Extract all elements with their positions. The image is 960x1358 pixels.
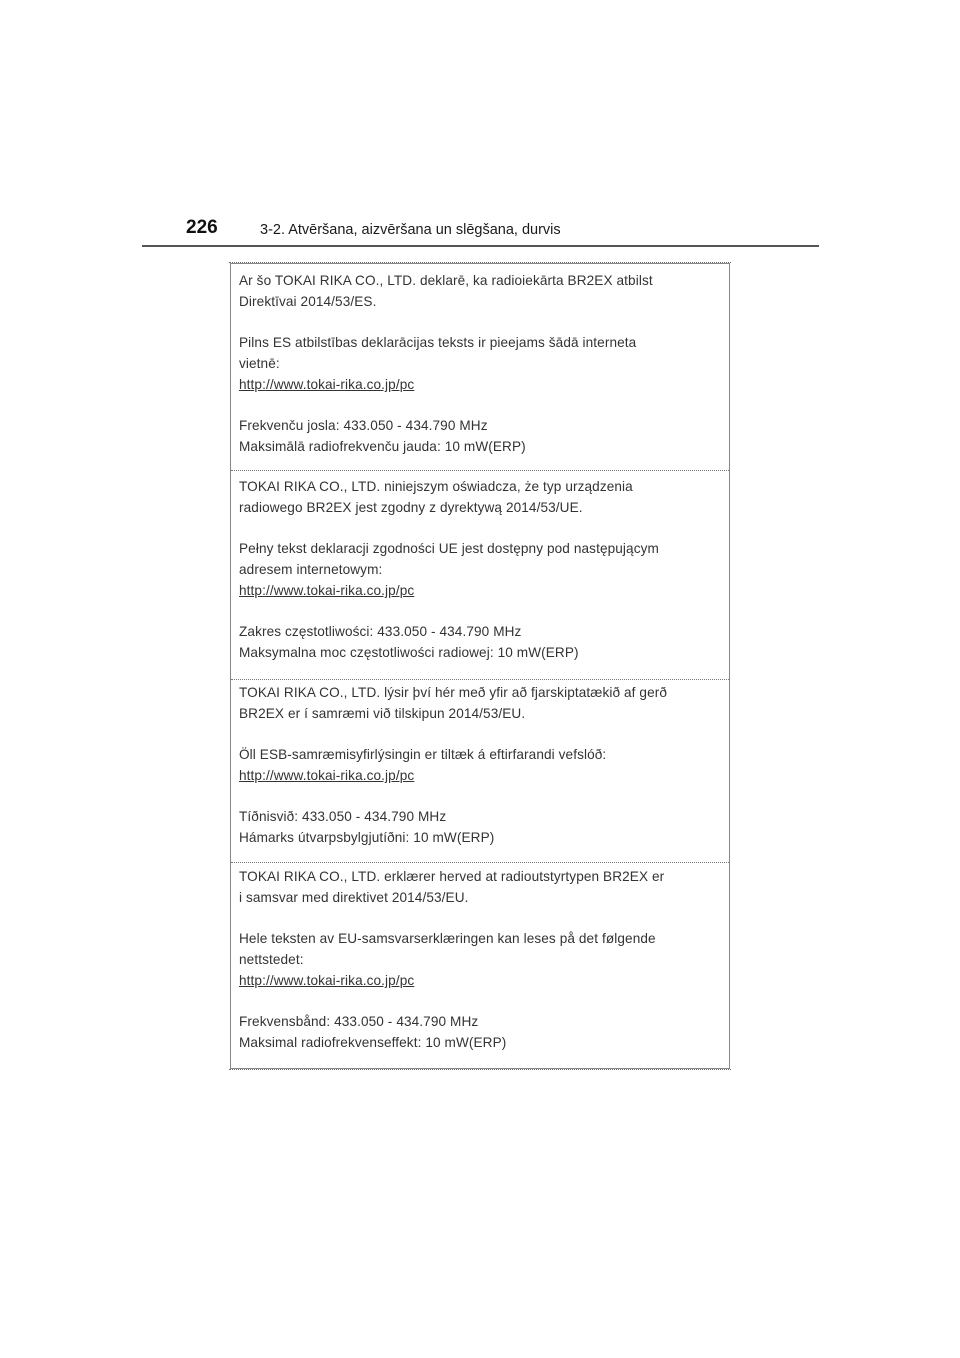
info-line: vietnē: [239, 356, 280, 371]
power-line: Hámarks útvarpsbylgjutíðni: 10 mW(ERP) [239, 830, 495, 845]
declaration-line: Ar šo TOKAI RIKA CO., LTD. deklarē, ka radioiekārta BR2EX atbilst [239, 273, 653, 288]
power-line: Maksimālā radiofrekvenču jauda: 10 mW(ERP) [239, 439, 526, 454]
power-line: Maksimal radiofrekvenseffekt: 10 mW(ERP) [239, 1035, 507, 1050]
frequency-line: Frekvensbånd: 433.050 - 434.790 MHz [239, 1014, 479, 1029]
frequency-line: Frekvenču josla: 433.050 - 434.790 MHz [239, 418, 488, 433]
declaration-line: TOKAI RIKA CO., LTD. erklærer herved at radioutstyrtypen BR2EX er [239, 869, 665, 884]
header-rule [142, 245, 819, 247]
info-line: Pilns ES atbilstības deklarācijas teksts ir pieejams šādā interneta [239, 335, 637, 350]
section-title: 3-2. Atvēršana, aizvēršana un slēgšana, durvis [260, 222, 561, 238]
declaration-section-lv [231, 270, 729, 457]
info-line: Pełny tekst deklaracji zgodności UE jest dostępny pod następującym [239, 541, 659, 556]
declaration-line: radiowego BR2EX jest zgodny z dyrektywą 2014/53/UE. [239, 500, 583, 515]
section-divider [231, 679, 729, 680]
section-divider [231, 470, 729, 471]
box-bottom-border [229, 1069, 731, 1070]
declaration-line: Direktīvai 2014/53/ES. [239, 294, 377, 309]
page-header [0, 214, 960, 248]
info-line: Öll ESB-samræmisyfirlýsingin er tiltæk á eftirfarandi vefslóð: [239, 747, 607, 762]
declaration-line: i samsvar med direktivet 2014/53/EU. [239, 890, 469, 905]
declaration-section-no [231, 866, 729, 1053]
info-line: adresem internetowym: [239, 562, 383, 577]
declaration-section-pl [231, 476, 729, 663]
info-line: nettstedet: [239, 952, 304, 967]
website-link[interactable]: http://www.tokai-rika.co.jp/pc [239, 973, 415, 988]
declaration-line: TOKAI RIKA CO., LTD. lýsir því hér með yfir að fjarskiptatækið af gerð [239, 685, 668, 700]
declaration-section-is [231, 682, 729, 848]
declaration-line: BR2EX er í samræmi við tilskipun 2014/53/EU. [239, 706, 526, 721]
frequency-line: Tíðnisvið: 433.050 - 434.790 MHz [239, 809, 447, 824]
box-top-border [229, 262, 731, 263]
frequency-line: Zakres częstotliwości: 433.050 - 434.790 MHz [239, 624, 522, 639]
section-divider [231, 862, 729, 863]
declaration-line: TOKAI RIKA CO., LTD. niniejszym oświadcza, że typ urządzenia [239, 479, 633, 494]
website-link[interactable]: http://www.tokai-rika.co.jp/pc [239, 768, 415, 783]
info-line: Hele teksten av EU-samsvarserklæringen kan leses på det følgende [239, 931, 656, 946]
website-link[interactable]: http://www.tokai-rika.co.jp/pc [239, 377, 415, 392]
power-line: Maksymalna moc częstotliwości radiowej: 10 mW(ERP) [239, 645, 579, 660]
declaration-box [230, 263, 730, 1069]
website-link[interactable]: http://www.tokai-rika.co.jp/pc [239, 583, 415, 598]
page-number: 226 [186, 217, 218, 238]
